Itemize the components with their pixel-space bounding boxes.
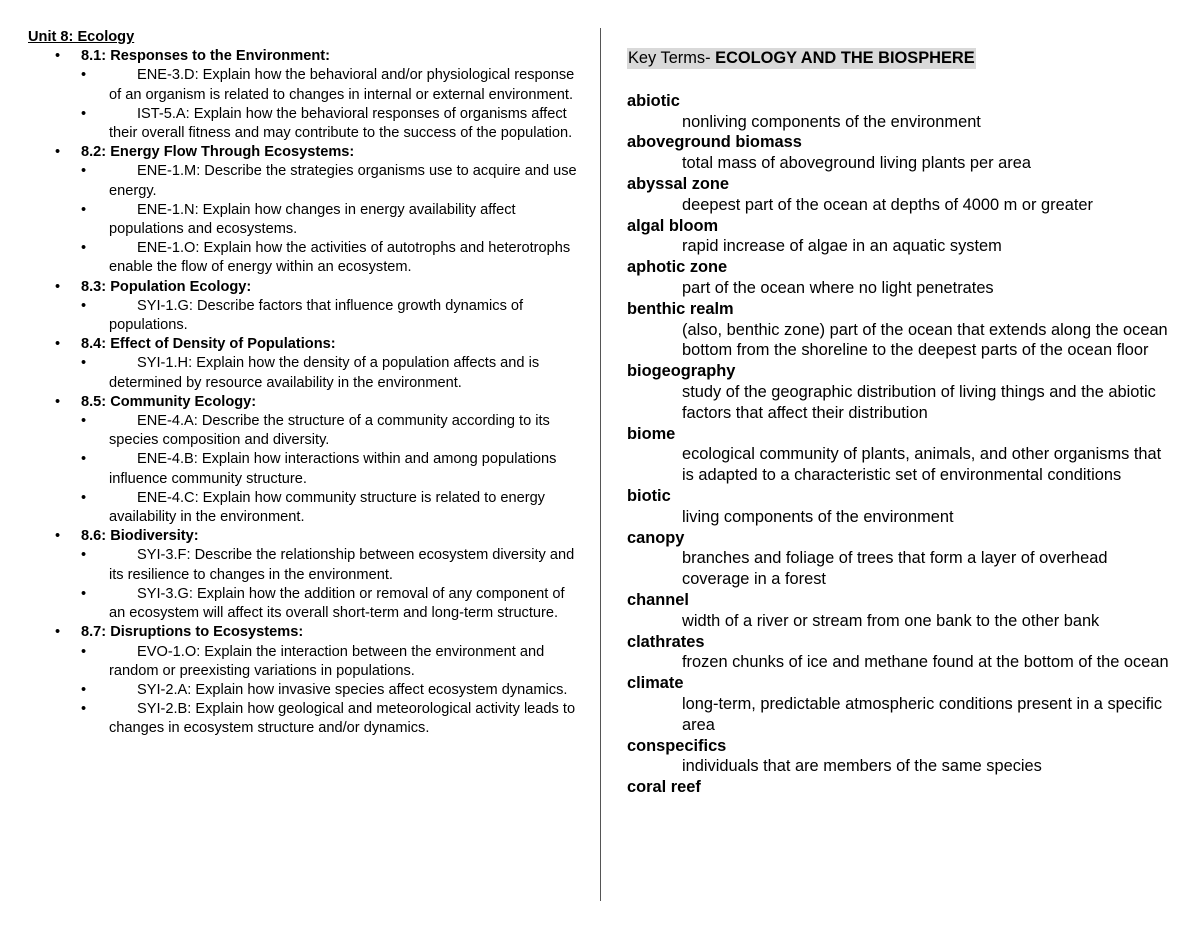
section-item — [28, 47, 583, 143]
section-title: 8.3: Population Ecology: — [81, 278, 252, 295]
objective-item — [81, 162, 583, 200]
term-name: biome — [627, 424, 676, 443]
term-definition: nonliving components of the environment — [682, 112, 981, 131]
term-name: benthic realm — [627, 299, 734, 318]
objective-list — [81, 162, 583, 277]
bullet-icon: • — [81, 105, 87, 122]
bullet-icon: • — [55, 528, 61, 545]
objective-list — [81, 66, 583, 143]
column-divider — [600, 28, 601, 901]
term-definition: frozen chunks of ice and methane found at the bottom of the ocean — [682, 653, 1169, 672]
section-item — [28, 393, 583, 527]
objective-text: SYI-1.H: Explain how the density of a population affects and is determined by resource availability in the environment. — [109, 355, 540, 391]
bullet-icon: • — [81, 489, 87, 506]
term-definition: part of the ocean where no light penetrates — [682, 278, 994, 297]
objective-item — [81, 700, 583, 738]
section-title: 8.2: Energy Flow Through Ecosystems: — [81, 144, 355, 161]
section-title: 8.7: Disruptions to Ecosystems: — [81, 624, 304, 641]
glossary-entry — [627, 736, 1175, 778]
bullet-icon: • — [81, 701, 87, 718]
bullet-icon: • — [55, 48, 61, 65]
glossary-entry — [627, 361, 1175, 423]
objective-text: ENE-4.C: Explain how community structure is related to energy availability in the environment. — [109, 489, 545, 526]
objective-list — [81, 643, 583, 739]
glossary-list — [627, 91, 1175, 798]
term-definition: long-term, predictable atmospheric conditions present in a specific area — [682, 694, 1163, 734]
glossary-entry — [627, 777, 1175, 798]
term-name: aphotic zone — [627, 258, 728, 277]
section-title: 8.4: Effect of Density of Populations: — [81, 336, 336, 353]
term-definition: individuals that are members of the same species — [682, 757, 1042, 776]
objective-list — [81, 354, 583, 392]
objective-text: ENE-1.O: Explain how the activities of autotrophs and heterotrophs enable the flow of energy within an ecosystem. — [109, 240, 571, 276]
objective-text: SYI-3.F: Describe the relationship between ecosystem diversity and its resilience to changes in the environment. — [109, 547, 575, 583]
bullet-icon: • — [81, 643, 87, 660]
objective-item — [81, 489, 583, 527]
glossary-entry — [627, 132, 1175, 174]
key-terms-column — [627, 48, 1175, 798]
key-terms-prefix: Key Terms- — [628, 49, 716, 67]
section-title: 8.6: Biodiversity: — [81, 528, 199, 545]
term-definition: study of the geographic distribution of living things and the abiotic factors that affect their distribution — [682, 382, 1156, 422]
section-title: 8.1: Responses to the Environment: — [81, 48, 330, 65]
term-name: biogeography — [627, 362, 736, 381]
objective-text: ENE-1.M: Describe the strategies organisms use to acquire and use energy. — [109, 163, 577, 199]
unit-outline-column — [28, 28, 583, 739]
glossary-entry — [627, 91, 1175, 133]
glossary-entry — [627, 590, 1175, 632]
objective-text: SYI-2.B: Explain how geological and meteorological activity leads to changes in ecosystem structure and/or dynamics. — [109, 701, 576, 737]
term-name: aboveground biomass — [627, 133, 802, 152]
glossary-entry — [627, 632, 1175, 674]
objective-item — [81, 585, 583, 623]
objective-item — [81, 681, 583, 700]
term-name: biotic — [627, 486, 671, 505]
bullet-icon: • — [55, 144, 61, 161]
term-definition: living components of the environment — [682, 507, 954, 526]
key-terms-header — [627, 48, 976, 69]
bullet-icon: • — [55, 624, 61, 641]
objective-item — [81, 297, 583, 335]
term-name: coral reef — [627, 778, 701, 797]
glossary-entry — [627, 673, 1175, 735]
objective-text: EVO-1.O: Explain the interaction between the environment and random or preexisting variations in populations. — [109, 643, 545, 679]
term-name: channel — [627, 590, 689, 609]
glossary-entry — [627, 299, 1175, 361]
glossary-entry — [627, 424, 1175, 486]
objective-list — [81, 297, 583, 335]
term-definition: total mass of aboveground living plants per area — [682, 154, 1031, 173]
bullet-icon: • — [81, 201, 87, 218]
objective-item — [81, 643, 583, 681]
term-name: abyssal zone — [627, 174, 730, 193]
objective-item — [81, 239, 583, 277]
glossary-entry — [627, 528, 1175, 590]
bullet-icon: • — [81, 451, 87, 468]
objective-item — [81, 66, 583, 104]
objective-text: ENE-1.N: Explain how changes in energy availability affect populations and ecosystems. — [109, 201, 516, 238]
term-definition: ecological community of plants, animals, and other organisms that is adapted to a characteristic set of environmental conditions — [682, 445, 1162, 485]
objective-item — [81, 546, 583, 584]
section-item — [28, 527, 583, 623]
bullet-icon: • — [81, 413, 87, 430]
term-definition: deepest part of the ocean at depths of 4000 m or greater — [682, 195, 1093, 214]
bullet-icon: • — [81, 355, 87, 372]
bullet-icon: • — [55, 336, 61, 353]
term-definition: branches and foliage of trees that form a layer of overhead coverage in a forest — [682, 549, 1108, 589]
section-title: 8.5: Community Ecology: — [81, 393, 257, 410]
objective-item — [81, 450, 583, 488]
term-name: climate — [627, 674, 684, 693]
bullet-icon: • — [55, 278, 61, 295]
section-list — [28, 47, 583, 738]
section-item — [28, 623, 583, 738]
bullet-icon: • — [81, 681, 87, 698]
objective-item — [81, 412, 583, 450]
objective-text: ENE-4.A: Describe the structure of a community according to its species composition and diversity. — [109, 413, 550, 449]
term-name: algal bloom — [627, 216, 719, 235]
objective-text: ENE-4.B: Explain how interactions within and among populations influence community structure. — [109, 451, 557, 487]
objective-text: SYI-3.G: Explain how the addition or removal of any component of an ecosystem will affect its overall short-term and long-term structure. — [109, 585, 565, 622]
objective-item — [81, 105, 583, 143]
glossary-entry — [627, 174, 1175, 216]
section-item — [28, 335, 583, 393]
term-name: abiotic — [627, 91, 680, 110]
objective-list — [81, 546, 583, 623]
bullet-icon: • — [81, 547, 87, 564]
objective-text: IST-5.A: Explain how the behavioral responses of organisms affect their overall fitness and may contribute to the success of the population. — [109, 105, 573, 142]
section-item — [28, 143, 583, 277]
bullet-icon: • — [81, 67, 87, 84]
objective-item — [81, 201, 583, 239]
objective-item — [81, 354, 583, 392]
term-definition: (also, benthic zone) part of the ocean that extends along the ocean bottom from the shoreline to the deepest parts of the ocean floor — [682, 320, 1168, 360]
objective-text: ENE-3.D: Explain how the behavioral and/or physiological response of an organism is related to changes in internal or external environment. — [109, 67, 575, 103]
glossary-entry — [627, 216, 1175, 258]
key-terms-title: ECOLOGY AND THE BIOSPHERE — [715, 49, 975, 67]
bullet-icon: • — [81, 163, 87, 180]
term-definition: rapid increase of algae in an aquatic system — [682, 237, 1002, 256]
term-name: conspecifics — [627, 736, 727, 755]
objective-text: SYI-2.A: Explain how invasive species affect ecosystem dynamics. — [137, 681, 568, 698]
term-name: clathrates — [627, 632, 705, 651]
bullet-icon: • — [55, 393, 61, 410]
objective-list — [81, 412, 583, 527]
bullet-icon: • — [81, 585, 87, 602]
glossary-entry — [627, 486, 1175, 528]
term-definition: width of a river or stream from one bank to the other bank — [682, 611, 1100, 630]
section-item — [28, 278, 583, 336]
bullet-icon: • — [81, 240, 87, 257]
term-name: canopy — [627, 528, 685, 547]
objective-text: SYI-1.G: Describe factors that influence growth dynamics of populations. — [109, 297, 524, 334]
glossary-entry — [627, 257, 1175, 299]
bullet-icon: • — [81, 297, 87, 314]
unit-title: Unit 8: Ecology — [28, 29, 135, 45]
